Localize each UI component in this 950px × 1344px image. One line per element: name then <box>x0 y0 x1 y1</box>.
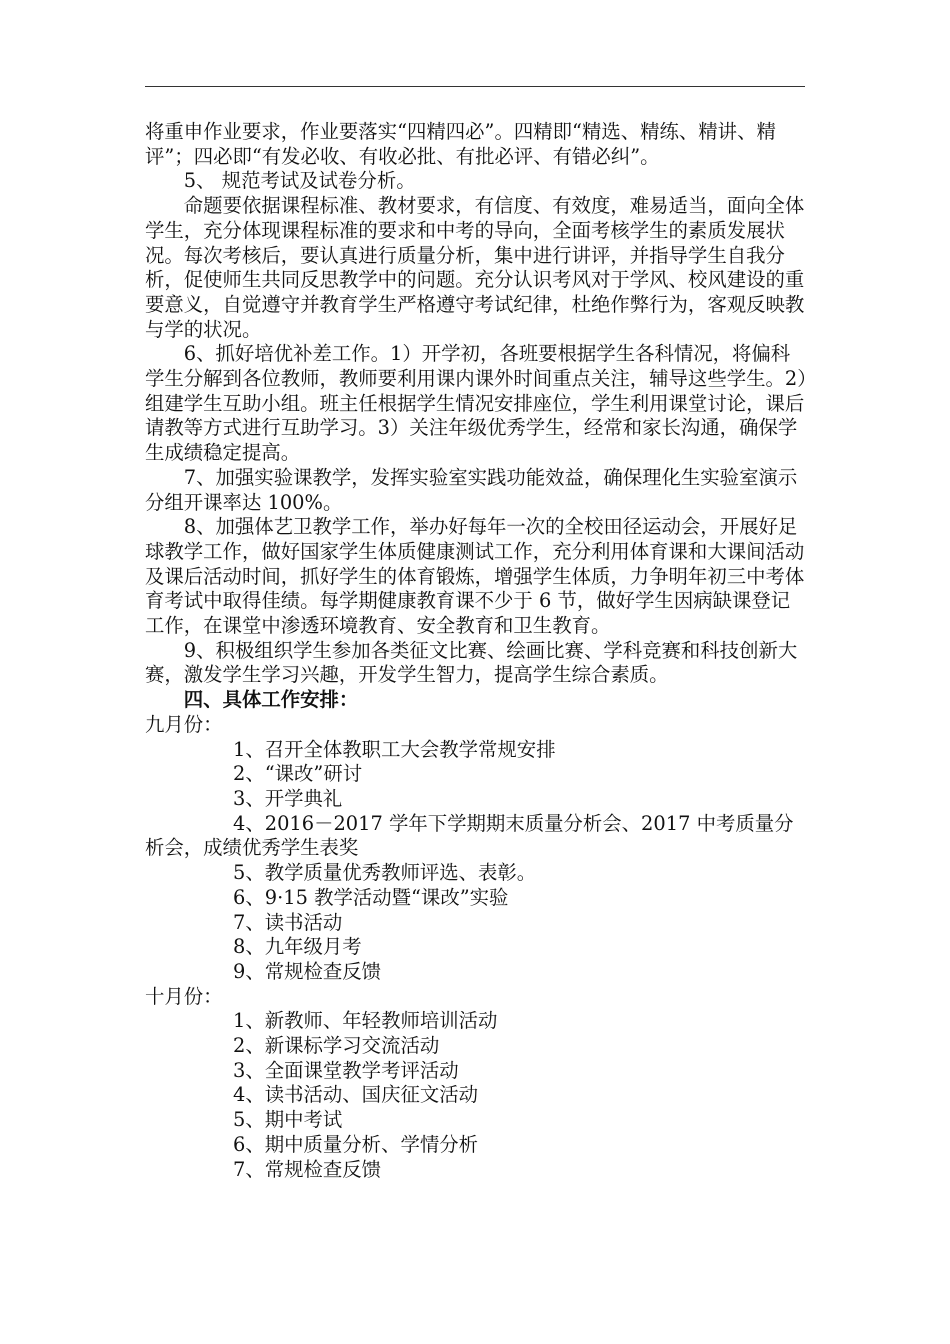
list-item: 7、常规检查反馈 <box>233 1157 382 1181</box>
paragraph-pe-arts-health: 8、加强体艺卫教学工作，举办好每年一次的全校田径运动会，开展好足球教学工作，做好国家学生体质健康测试工作，充分利用体育课和大课间活动及课后活动时间，抓好学生的体育锻炼，增强学生体质，力争明年初三中考体育考试中取得佳绩。每学期健康教育课不少于 6 节，做好学生因病缺课登记工作，在课堂中渗透环境教育、安全教育和卫生教育。 <box>145 515 805 638</box>
paragraph-competitions: 9、积极组织学生参加各类征文比赛、绘画比赛、学科竞赛和科技创新大赛，激发学生学习兴趣，开发学生智力，提高学生综合素质。 <box>145 638 798 687</box>
month-label-october: 十月份： <box>145 984 223 1008</box>
list-item: 5、教学质量优秀教师评选、表彰。 <box>233 861 537 885</box>
paragraph-exam-body: 命题要依据课程标准、教材要求，有信度、有效度，难易适当，面向全体学生，充分体现课程标准的要求和中考的导向，全面考核学生的素质发展状况。每次考核后，要认真进行质量分析，集中进行讲评，并指导学生自我分析，促使师生共同反思教学中的问题。充分认识考风对于学风、校风建设的重要意义，自觉遵守并教育学生严格遵守考试纪律，杜绝作弊行为，客观反映教与学的状况。 <box>145 194 805 341</box>
paragraph-exam-heading: 5、 规范考试及试卷分析。 <box>183 169 416 193</box>
list-item: 5、期中考试 <box>233 1108 343 1132</box>
list-item: 1、新教师、年轻教师培训活动 <box>233 1009 498 1033</box>
list-item: 9、常规检查反馈 <box>233 959 382 983</box>
list-item: 6、期中质量分析、学情分析 <box>233 1132 479 1156</box>
list-item: 7、读书活动 <box>233 910 343 934</box>
paragraph-homework-requirements: 将重申作业要求，作业要落实“四精四必”。四精即“精选、精练、精讲、精评”；四必即“有发必收、有收必批、有批必评、有错必纠”。 <box>145 120 776 168</box>
document-body <box>145 120 807 1182</box>
header-rule <box>145 86 805 87</box>
list-item: 1、召开全体教职工大会教学常规安排 <box>233 737 556 761</box>
paragraph-tutoring: 6、抓好培优补差工作。1）开学初，各班要根据学生各科情况，将偏科学生分解到各位教师，教师要利用课内课外时间重点关注，辅导这些学生。2）组建学生互助小组。班主任根据学生情况安排座位，学生利用课堂讨论，课后请教等方式进行互助学习。3）关注年级优秀学生，经常和家长沟通，确保学生成绩稳定提高。 <box>145 342 807 465</box>
section-heading: 四、具体工作安排： <box>183 688 359 712</box>
list-item: 3、全面课堂教学考评活动 <box>233 1058 459 1082</box>
paragraph-lab-teaching: 7、加强实验课教学，发挥实验室实践功能效益，确保理化生实验室演示分组开课率达 100%。 <box>145 465 798 514</box>
list-item: 4、读书活动、国庆征文活动 <box>233 1083 479 1107</box>
month-label-september: 九月份： <box>145 712 223 736</box>
list-item: 6、9·15 教学活动暨“课改”实验 <box>233 885 509 909</box>
list-item: 8、九年级月考 <box>233 935 362 959</box>
list-item: 2、“课改”研讨 <box>233 762 363 786</box>
list-item: 2、新课标学习交流活动 <box>233 1034 440 1058</box>
list-item: 4、2016－2017 学年下学期期末质量分析会、2017 中考质量分析会，成绩优秀学生表奖 <box>145 811 794 860</box>
list-item: 3、开学典礼 <box>233 786 343 810</box>
